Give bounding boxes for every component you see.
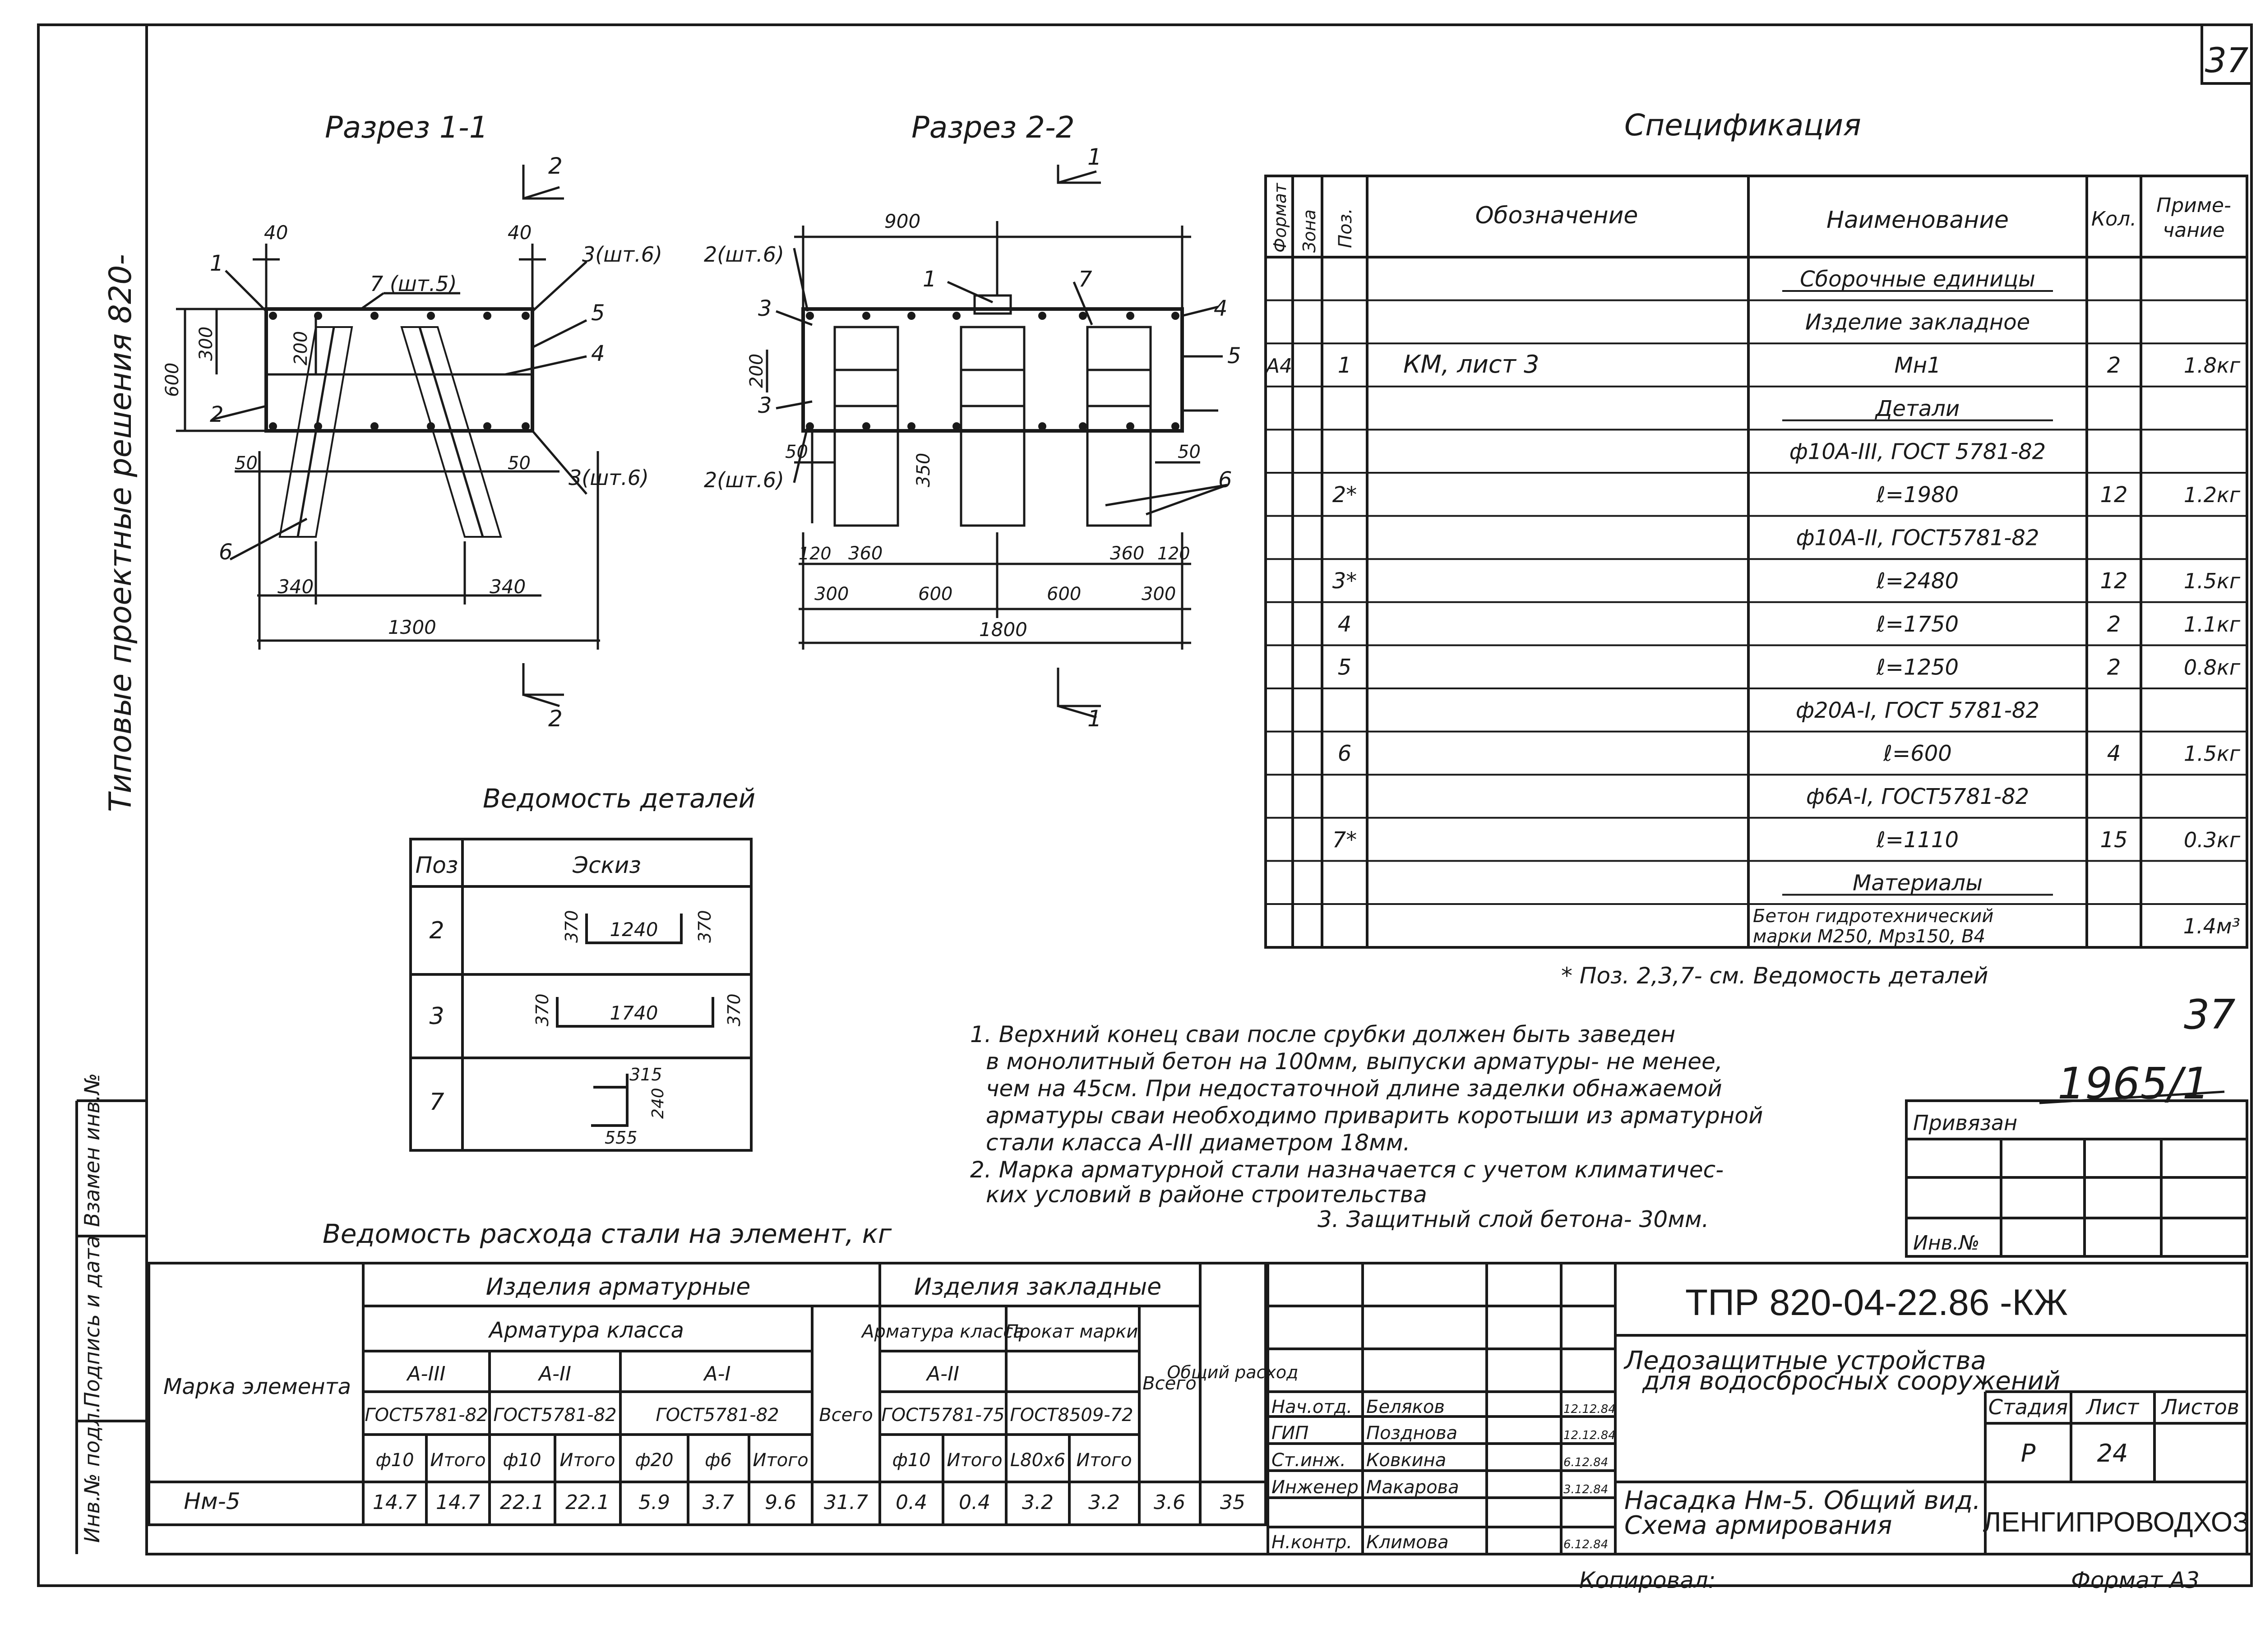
tb-person-name: Климова <box>1366 1532 1449 1553</box>
s2-pos-4: 4 <box>1214 296 1228 321</box>
steel-armature-class: Арматура класса <box>489 1318 684 1343</box>
s2-pos-7: 7 <box>1078 267 1092 292</box>
spec-row <box>1753 906 2240 947</box>
spec-row <box>1796 526 2039 551</box>
tb-stage: Р <box>2020 1439 2036 1467</box>
spec-header-note-2: чание <box>2163 219 2225 242</box>
s1-dim-600: 600 <box>162 362 183 397</box>
s2-dim-120-left: 120 <box>799 544 832 563</box>
steel-subheader: Итого <box>947 1450 1003 1471</box>
steel-value: 3.2 <box>1022 1491 1054 1514</box>
tb-stage-label: Стадия <box>1988 1395 2068 1419</box>
s1-cut-mark-top: 2 <box>548 153 563 179</box>
details-header-pos: Поз <box>415 852 458 878</box>
spec-row <box>1806 784 2029 809</box>
spec-note: 1.4м³ <box>2183 914 2240 939</box>
spec-name: ф6А-I, ГОСТ5781-82 <box>1806 784 2029 810</box>
steel-value: 3.7 <box>703 1491 734 1514</box>
spec-pos: 1 <box>1337 353 1352 378</box>
note-line-6: 2. Марка арматурной стали назначается с учетом климатичес- <box>970 1157 1724 1183</box>
steel-subheader: Итого <box>559 1450 615 1471</box>
spec-title: Спецификация <box>1624 108 1861 143</box>
steel-value: 35 <box>1220 1491 1245 1514</box>
spec-pos: 4 <box>1337 611 1352 637</box>
s2-dim-360-left: 360 <box>848 543 883 564</box>
spec-qty: 15 <box>2100 827 2128 853</box>
steel-gost-4: ГОСТ5781-75 <box>881 1405 1005 1426</box>
steel-value: 22.1 <box>565 1491 610 1514</box>
steel-subheader: ф20 <box>635 1450 674 1471</box>
s1-dim-40-left: 40 <box>264 221 288 244</box>
tb-person-row <box>1271 1532 1608 1553</box>
spec-row <box>1782 267 2053 292</box>
tb-person-name: Ковкина <box>1366 1450 1447 1471</box>
tb-copied: Копировал: <box>1579 1567 1716 1593</box>
spec-designation: КМ, лист 3 <box>1403 350 1539 379</box>
section-2-2 <box>704 110 1241 732</box>
tb-person-row <box>1271 1423 1616 1444</box>
tb-org: ЛЕНГИПРОВОДХОЗ <box>1983 1507 2250 1538</box>
spec-header-designation: Обозначение <box>1475 202 1638 229</box>
note-line-5: стали класса А-III диаметром 18мм. <box>986 1130 1410 1156</box>
s1-dim-50-right: 50 <box>508 453 531 474</box>
spec-row <box>1782 870 2053 895</box>
tb-role: Ст.инж. <box>1271 1450 1346 1471</box>
spec-name: ℓ=1980 <box>1876 482 1959 508</box>
steel-element-label: Марка элемента <box>163 1374 351 1399</box>
handwritten-sheet-number: 37 <box>2184 991 2236 1038</box>
details-2-left: 370 <box>562 910 582 943</box>
spec-name: ℓ=1750 <box>1876 611 1959 637</box>
spec-header-zone: Зона <box>1299 209 1319 253</box>
spec-name: ф10А-II, ГОСТ5781-82 <box>1796 525 2039 551</box>
steel-consumption-table <box>149 1218 1298 1525</box>
tb-date: 12.12.84 <box>1563 1403 1616 1416</box>
note-line-8: 3. Защитный слой бетона- 30мм. <box>1318 1206 1709 1232</box>
tb-attached: Привязан <box>1913 1111 2018 1135</box>
steel-group-armature: Изделия арматурные <box>485 1274 751 1301</box>
s2-pos-3-left-low: 3 <box>758 393 772 418</box>
spec-name: Материалы <box>1853 870 1983 896</box>
note-line-3: чем на 45см. При недостаточной длине заделки обнажаемой <box>986 1075 1722 1102</box>
spec-name: Сборочные единицы <box>1800 267 2035 292</box>
details-pos-3: 3 <box>429 1003 444 1030</box>
steel-total-label-embedded: Всего <box>1142 1373 1197 1394</box>
spec-qty: 2 <box>2107 655 2121 680</box>
steel-overall-label: Общий расход <box>1167 1362 1299 1382</box>
details-3-left: 370 <box>532 993 552 1026</box>
s1-pos-3-top: 3(шт.6) <box>582 242 662 267</box>
spec-row <box>1332 482 2241 508</box>
spec-header-format: Формат <box>1270 183 1290 253</box>
tb-person-name: Макарова <box>1366 1477 1459 1498</box>
note-line-2: в монолитный бетон на 100мм, выпуски арматуры- не менее, <box>986 1048 1723 1075</box>
steel-subheader: Итого <box>430 1450 486 1471</box>
spec-qty: 12 <box>2100 482 2128 508</box>
tb-date: 3.12.84 <box>1563 1483 1609 1496</box>
s2-pos-5: 5 <box>1227 343 1241 369</box>
s1-pos-2: 2 <box>210 402 224 427</box>
details-2-length: 1240 <box>610 918 658 941</box>
steel-gost-5: ГОСТ8509-72 <box>1010 1405 1133 1426</box>
s2-dim-300-left: 300 <box>814 584 849 605</box>
spec-name: ℓ=2480 <box>1876 568 1959 594</box>
spec-row <box>1805 310 2030 335</box>
details-pos-2: 2 <box>429 917 444 944</box>
s2-dim-1800: 1800 <box>979 618 1027 641</box>
spec-row <box>1782 396 2053 421</box>
details-2-right: 370 <box>695 910 715 943</box>
spec-name-cont: марки М250, Мрз150, В4 <box>1753 926 1986 947</box>
tb-date: 6.12.84 <box>1563 1456 1609 1469</box>
spec-row <box>1265 350 2241 378</box>
steel-value: 5.9 <box>638 1491 670 1514</box>
spec-pos: 7* <box>1332 827 1357 853</box>
steel-value: 31.7 <box>824 1491 868 1514</box>
spec-row <box>1789 439 2046 464</box>
s2-dim-50-right: 50 <box>1178 442 1201 462</box>
steel-mark: Нм-5 <box>184 1488 240 1514</box>
spec-header-qty: Кол. <box>2091 208 2137 231</box>
s1-dim-340-right: 340 <box>490 576 526 598</box>
side-stamp-replace-inv: Взамен инв.№ <box>80 1073 104 1227</box>
steel-gost-3: ГОСТ5781-82 <box>656 1405 779 1426</box>
steel-subheader: ф10 <box>892 1450 931 1471</box>
note-line-1: 1. Верхний конец сваи после срубки должен быть заведен <box>970 1021 1676 1047</box>
spec-name: ℓ=1110 <box>1876 827 1959 853</box>
s1-pos-4: 4 <box>591 341 605 366</box>
steel-subheader: Итого <box>1076 1450 1132 1471</box>
s2-dim-200: 200 <box>746 353 767 388</box>
s1-cut-mark-bottom: 2 <box>548 706 563 732</box>
s2-dim-120-right: 120 <box>1157 544 1190 563</box>
details-table <box>411 783 755 1150</box>
steel-gost-2: ГОСТ5781-82 <box>493 1405 617 1426</box>
s2-pos-2-bottom: 2(шт.6) <box>704 468 784 492</box>
section-2-title: Разрез 2-2 <box>911 110 1075 145</box>
side-stamp-inv-original: Инв.№ подл. <box>80 1406 104 1543</box>
tb-person-row <box>1271 1397 1616 1417</box>
steel-gost-1: ГОСТ5781-82 <box>365 1405 488 1426</box>
spec-note: 0.8кг <box>2183 655 2240 680</box>
tb-sheet: 24 <box>2097 1439 2128 1467</box>
s1-dim-300: 300 <box>196 326 217 361</box>
spec-note: 1.2кг <box>2183 483 2240 508</box>
spec-qty: 12 <box>2100 568 2128 594</box>
side-stamp <box>80 1073 104 1543</box>
spec-note: 1.5кг <box>2183 569 2240 594</box>
spec-qty: 2 <box>2107 611 2121 637</box>
spec-name: Бетон гидротехнический <box>1753 906 1994 927</box>
note-line-7: ких условий в районе строительства <box>986 1181 1427 1208</box>
s1-pos-6: 6 <box>219 540 233 565</box>
spec-row <box>1796 698 2039 723</box>
spec-header-name: Наименование <box>1826 207 2009 234</box>
steel-value: 22.1 <box>500 1491 544 1514</box>
steel-subheader: Итого <box>753 1450 809 1471</box>
s1-dim-340-left: 340 <box>277 576 314 598</box>
details-pos-7: 7 <box>429 1089 444 1116</box>
spec-qty: 2 <box>2107 353 2121 378</box>
steel-subheader: ф6 <box>705 1450 732 1471</box>
details-3-right: 370 <box>724 993 744 1026</box>
spec-name: ф20А-I, ГОСТ 5781-82 <box>1795 698 2040 724</box>
details-header-sketch: Эскиз <box>573 852 641 878</box>
steel-subheader: ф10 <box>375 1450 414 1471</box>
s2-dim-600-left: 600 <box>918 584 953 605</box>
handwritten-series: 1965/1 <box>2057 1058 2210 1109</box>
spec-footnote: * Поз. 2,3,7- см. Ведомость деталей <box>1561 963 1988 989</box>
spec-row <box>1338 612 2241 637</box>
s1-dim-200: 200 <box>291 331 311 365</box>
spec-pos: 5 <box>1337 655 1352 680</box>
spec-row <box>1332 827 2241 853</box>
spec-note: 0.3кг <box>2183 827 2240 852</box>
details-7-top: 315 <box>629 1065 662 1084</box>
spec-row <box>1332 568 2241 594</box>
spec-name: Детали <box>1875 396 1960 421</box>
tb-person-row <box>1271 1450 1608 1471</box>
steel-value: 3.2 <box>1088 1491 1120 1514</box>
s2-dim-600-right: 600 <box>1047 584 1082 605</box>
steel-title: Ведомость расхода стали на элемент, кг <box>323 1218 892 1249</box>
spec-pos: 2* <box>1332 482 1357 508</box>
tb-sheets-label: Листов <box>2162 1395 2239 1419</box>
details-title: Ведомость деталей <box>483 783 756 814</box>
details-3-length: 1740 <box>610 1002 658 1024</box>
steel-value: 9.6 <box>765 1491 796 1514</box>
spec-header-note-1: Приме- <box>2156 194 2231 217</box>
spec-row <box>1338 655 2241 680</box>
s1-dim-1300: 1300 <box>388 616 436 638</box>
spec-name: Изделие закладное <box>1805 309 2030 335</box>
spec-name: Мн1 <box>1894 353 1941 378</box>
s2-cut-mark-top: 1 <box>1087 144 1102 170</box>
side-label: Типовые проектные решения 820- <box>103 254 139 812</box>
s2-pos-3-left: 3 <box>758 296 772 321</box>
tb-role: Инженер <box>1271 1477 1359 1498</box>
spec-name: ℓ=1250 <box>1876 655 1959 680</box>
details-7-side: 240 <box>649 1088 667 1119</box>
tb-date: 6.12.84 <box>1563 1538 1609 1551</box>
s1-pos-3-bottom: 3(шт.6) <box>569 466 649 490</box>
steel-value: 3.6 <box>1154 1491 1185 1514</box>
tb-code: ТПР 820-04-22.86 -КЖ <box>1685 1282 2068 1323</box>
tb-person-name: Позднова <box>1366 1423 1458 1444</box>
steel-value: 0.4 <box>959 1491 990 1514</box>
steel-value: 0.4 <box>896 1491 927 1514</box>
steel-class-a1: А-I <box>704 1362 731 1385</box>
s1-pos-1: 1 <box>210 251 224 276</box>
steel-total-label: Всего <box>819 1405 873 1426</box>
spec-pos: 3* <box>1332 568 1357 594</box>
tb-sheet-label: Лист <box>2086 1395 2139 1419</box>
s2-dim-300-right: 300 <box>1142 584 1176 605</box>
tb-drawing-2: Схема армирования <box>1624 1511 1892 1540</box>
spec-row <box>1338 741 2241 766</box>
steel-row-nm5 <box>184 1488 1245 1514</box>
steel-value: 14.7 <box>436 1491 480 1514</box>
s1-pos-5: 5 <box>591 300 605 326</box>
spec-format: А4 <box>1266 355 1293 378</box>
tb-date: 12.12.84 <box>1563 1429 1616 1442</box>
steel-rolled: Прокат марки <box>1005 1321 1138 1342</box>
s2-dim-350: 350 <box>913 452 934 487</box>
s2-pos-2-top: 2(шт.6) <box>704 242 784 267</box>
tb-role: Нач.отд. <box>1271 1397 1353 1417</box>
s2-cut-mark-bottom: 1 <box>1087 706 1102 732</box>
steel-group-embedded: Изделия закладные <box>914 1274 1162 1301</box>
s1-dim-40-right: 40 <box>508 221 532 244</box>
spec-note: 1.1кг <box>2183 612 2240 637</box>
details-7-bottom: 555 <box>605 1128 638 1148</box>
spec-name: ф10А-III, ГОСТ 5781-82 <box>1789 439 2046 465</box>
s1-pos-7: 7 (шт.5) <box>370 272 457 296</box>
s2-dim-50-left: 50 <box>785 442 808 462</box>
s2-dim-900: 900 <box>884 210 921 232</box>
steel-value: 14.7 <box>373 1491 417 1514</box>
spec-qty: 4 <box>2107 741 2121 766</box>
tb-name-2: для водосбросных сооружений <box>1642 1366 2061 1396</box>
spec-note: 1.8кг <box>2183 353 2240 378</box>
tb-role: ГИП <box>1271 1423 1309 1444</box>
sheet-number: 37 <box>2205 40 2249 80</box>
tb-role: Н.контр. <box>1271 1532 1352 1553</box>
section-1-1 <box>162 110 662 732</box>
tb-name-1: Ледозащитные устройства <box>1624 1346 1986 1375</box>
steel-subheader: L80х6 <box>1010 1450 1066 1471</box>
note-line-4: арматуры сваи необходимо приварить коротыши из арматурной <box>986 1103 1763 1129</box>
tb-format: Формат А3 <box>2071 1567 2200 1593</box>
steel-subheader: ф10 <box>503 1450 541 1471</box>
section-1-title: Разрез 1-1 <box>325 110 488 145</box>
steel-class-a2: А-II <box>539 1362 571 1385</box>
notes <box>970 1021 1763 1232</box>
spec-name: ℓ=600 <box>1883 741 1952 766</box>
spec-header-pos: Поз. <box>1335 208 1356 248</box>
tb-inv: Инв.№ <box>1913 1232 1980 1255</box>
steel-armature-class-embedded: Арматура класса <box>862 1321 1024 1342</box>
steel-class-a3: А-III <box>407 1362 446 1385</box>
side-stamp-sign-date: Подпись и дата <box>80 1235 104 1407</box>
tb-drawing-1: Насадка Нм-5. Общий вид. <box>1624 1486 1981 1515</box>
steel-class-a2-embedded: А-II <box>927 1362 959 1385</box>
tb-person-row <box>1271 1477 1608 1498</box>
s1-dim-50-left: 50 <box>235 453 258 474</box>
s2-pos-6: 6 <box>1218 467 1232 493</box>
spec-note: 1.5кг <box>2183 741 2240 766</box>
spec-pos: 6 <box>1337 741 1352 766</box>
specification <box>1265 108 2247 989</box>
s2-pos-1: 1 <box>923 267 937 292</box>
s2-dim-360-right: 360 <box>1110 543 1145 564</box>
tb-person-name: Беляков <box>1366 1397 1445 1417</box>
